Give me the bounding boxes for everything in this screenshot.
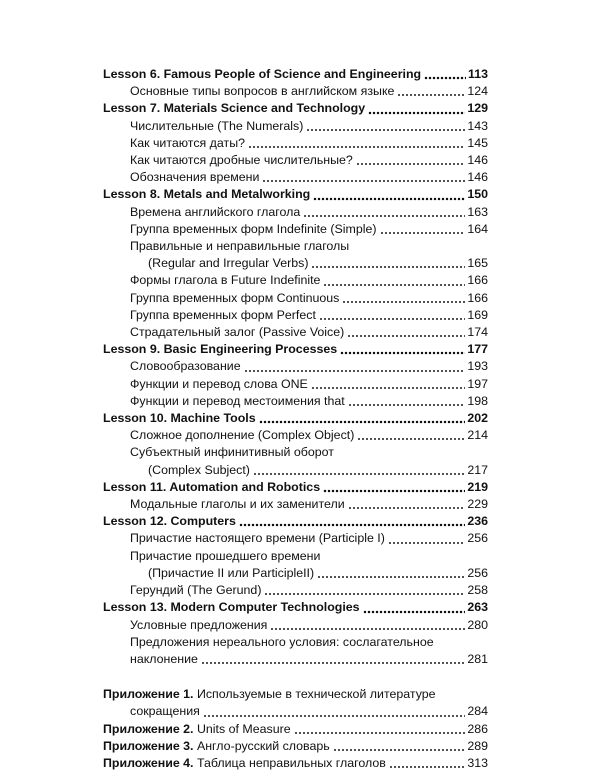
item-text-line1: Субъектный инфинитивный оборот: [130, 445, 334, 460]
toc-item: [103, 358, 488, 375]
leader-dots: [389, 765, 465, 769]
lesson-title: Lesson 12. Computers: [103, 514, 236, 529]
page-number: 281: [467, 651, 488, 666]
table-of-contents: [103, 66, 488, 772]
leader-dots: [311, 386, 465, 390]
toc-item: [103, 83, 488, 100]
leader-dots: [201, 661, 465, 665]
item-text: Сложное дополнение (Complex Object): [130, 428, 355, 443]
lesson-title: Lesson 8. Metals and Metalworking: [103, 187, 311, 202]
page-number: 166: [467, 273, 488, 288]
item-text: Страдательный залог (Passive Voice): [130, 325, 345, 340]
page-number: 146: [467, 170, 488, 185]
page-number: 217: [467, 462, 488, 477]
leader-dots: [259, 420, 466, 424]
page-number: 229: [467, 497, 488, 512]
page-number: 174: [467, 325, 488, 340]
leader-dots: [323, 283, 465, 287]
page-number: 143: [467, 118, 488, 133]
page-number: 113: [468, 67, 488, 81]
leader-dots: [203, 714, 465, 718]
item-text: Группа временных форм Perfect: [130, 307, 316, 322]
lesson-12-entry: [103, 513, 488, 530]
page-number: 284: [467, 704, 488, 719]
page-number: 258: [467, 583, 488, 598]
toc-item: [103, 582, 488, 599]
page-number: 313: [467, 755, 488, 770]
appendix-label: Приложение 3.: [103, 738, 194, 753]
appendix-label: Приложение 4.: [103, 755, 194, 770]
toc-item: [103, 272, 488, 289]
leader-dots: [424, 76, 466, 80]
toc-item: [103, 324, 488, 341]
leader-dots: [397, 93, 465, 97]
appendix-text-line1: Используемые в технической литературе: [196, 687, 436, 702]
leader-dots: [248, 145, 465, 149]
appendix-4-entry: [103, 755, 488, 772]
item-text: Как читаются даты?: [130, 135, 245, 150]
toc-item: [103, 169, 488, 186]
toc-item: [103, 393, 488, 410]
toc-item: [103, 427, 488, 444]
leader-dots: [264, 592, 465, 596]
leader-dots: [239, 523, 465, 527]
lesson-title: Lesson 7. Materials Science and Technology: [103, 101, 366, 116]
page-number: 289: [467, 738, 488, 753]
leader-dots: [311, 265, 465, 269]
leader-dots: [348, 506, 466, 510]
page-number: 202: [467, 411, 488, 426]
toc-item: [103, 204, 488, 221]
page-number: 219: [467, 479, 488, 494]
lesson-8-entry: [103, 186, 488, 203]
page-number: 145: [467, 135, 488, 150]
toc-item: [103, 307, 488, 324]
page-number: 165: [467, 256, 488, 271]
toc-item: [103, 530, 488, 547]
leader-dots: [262, 179, 465, 183]
item-text-line1: Причастие прошедшего времени: [130, 548, 321, 563]
page-number: 146: [467, 153, 488, 168]
toc-item: [103, 565, 488, 582]
item-text-line1: Предложения нереального условия: сослагательное: [130, 634, 434, 649]
page-number: 164: [467, 221, 488, 236]
appendix-text: Англо-русский словарь: [196, 738, 330, 753]
page-number: 177: [467, 342, 488, 357]
lesson-title: Lesson 11. Automation and Robotics: [103, 479, 321, 494]
page-number: 124: [467, 84, 488, 99]
item-text: Словообразование: [130, 359, 241, 374]
item-text: Числительные (The Numerals): [130, 118, 304, 133]
item-text: Группа временных форм Continuous: [130, 290, 340, 305]
leader-dots: [342, 300, 465, 304]
lesson-11-entry: [103, 479, 488, 496]
lesson-10-entry: [103, 410, 488, 427]
leader-dots: [380, 231, 466, 235]
lesson-title: Lesson 6. Famous People of Science and Engineering: [103, 67, 422, 81]
appendix-text: сокращения: [130, 704, 200, 719]
appendix-text: Units of Measure: [196, 721, 291, 736]
page-number: 129: [467, 101, 488, 116]
item-text: Группа временных форм Indefinite (Simple): [130, 221, 377, 236]
leader-dots: [368, 111, 465, 115]
item-text: Обозначения времени: [130, 170, 260, 185]
toc-item: [103, 651, 488, 668]
page-number: 256: [467, 565, 488, 580]
toc-item: [103, 135, 488, 152]
lesson-title: Lesson 13. Modern Computer Technologies: [103, 600, 360, 615]
item-text: (Complex Subject): [148, 462, 250, 477]
item-text: Времена английского глагола: [130, 204, 301, 219]
item-text: наклонение: [130, 651, 198, 666]
toc-item: [103, 496, 488, 513]
leader-dots: [356, 162, 465, 166]
toc-item: [103, 152, 488, 169]
leader-dots: [244, 369, 466, 373]
toc-item: [103, 462, 488, 479]
page-number: 197: [467, 376, 488, 391]
leader-dots: [348, 403, 466, 407]
appendix-1-entry: [103, 703, 488, 720]
leader-dots: [270, 627, 465, 631]
section-gap: [103, 668, 488, 686]
toc-item: [103, 255, 488, 272]
leader-dots: [294, 731, 466, 735]
leader-dots: [303, 214, 465, 218]
appendix-3-entry: [103, 738, 488, 755]
leader-dots: [306, 128, 465, 132]
item-text: Герундий (The Gerund): [130, 583, 262, 598]
toc-item: [103, 617, 488, 634]
lesson-6-entry: [103, 66, 488, 83]
page-number: 263: [467, 600, 488, 615]
item-text: Модальные глаголы и их заменители: [130, 497, 345, 512]
appendix-label: Приложение 1.: [103, 687, 194, 702]
leader-dots: [388, 541, 465, 545]
toc-item: [103, 118, 488, 135]
page-number: 169: [467, 307, 488, 322]
leader-dots: [317, 575, 465, 579]
page-number: 150: [467, 187, 488, 202]
leader-dots: [313, 197, 465, 201]
page-number: 198: [467, 393, 488, 408]
leader-dots: [323, 489, 465, 493]
appendix-2-entry: [103, 721, 488, 738]
appendix-text: Таблица неправильных глаголов: [196, 755, 386, 770]
item-text: Причастие настоящего времени (Participle I): [130, 531, 385, 546]
item-text: Основные типы вопросов в английском языке: [130, 84, 395, 99]
page-number: 286: [467, 721, 488, 736]
appendix-label: Приложение 2.: [103, 721, 194, 736]
leader-dots: [357, 437, 465, 441]
toc-item: [103, 290, 488, 307]
toc-item: [103, 221, 488, 238]
page-number: 280: [467, 617, 488, 632]
leader-dots: [347, 334, 465, 338]
lesson-9-entry: [103, 341, 488, 358]
page-number: 163: [467, 204, 488, 219]
leader-dots: [319, 317, 465, 321]
item-text: Условные предложения: [130, 617, 268, 632]
toc-item: [103, 376, 488, 393]
page-number: 214: [467, 428, 488, 443]
item-text: Как читаются дробные числительные?: [130, 153, 353, 168]
lesson-7-entry: [103, 100, 488, 117]
lesson-title: Lesson 10. Machine Tools: [103, 411, 256, 426]
page-number: 236: [467, 514, 488, 529]
item-text: Функции и перевод местоимения that: [130, 393, 345, 408]
page-number: 193: [467, 359, 488, 374]
leader-dots: [340, 351, 465, 355]
page-number: 256: [467, 531, 488, 546]
item-text-line1: Правильные и неправильные глаголы: [130, 239, 350, 254]
item-text: Формы глагола в Future Indefinite: [130, 273, 321, 288]
item-text: (Причастие II или ParticipleII): [148, 565, 315, 580]
item-text: (Regular and Irregular Verbs): [148, 256, 309, 271]
page-number: 166: [467, 290, 488, 305]
lesson-13-entry: [103, 599, 488, 616]
leader-dots: [363, 610, 466, 614]
lesson-title: Lesson 9. Basic Engineering Processes: [103, 342, 338, 357]
leader-dots: [253, 472, 465, 476]
appendix-1-line1: [103, 686, 488, 703]
item-text: Функции и перевод слова ONE: [130, 376, 308, 391]
